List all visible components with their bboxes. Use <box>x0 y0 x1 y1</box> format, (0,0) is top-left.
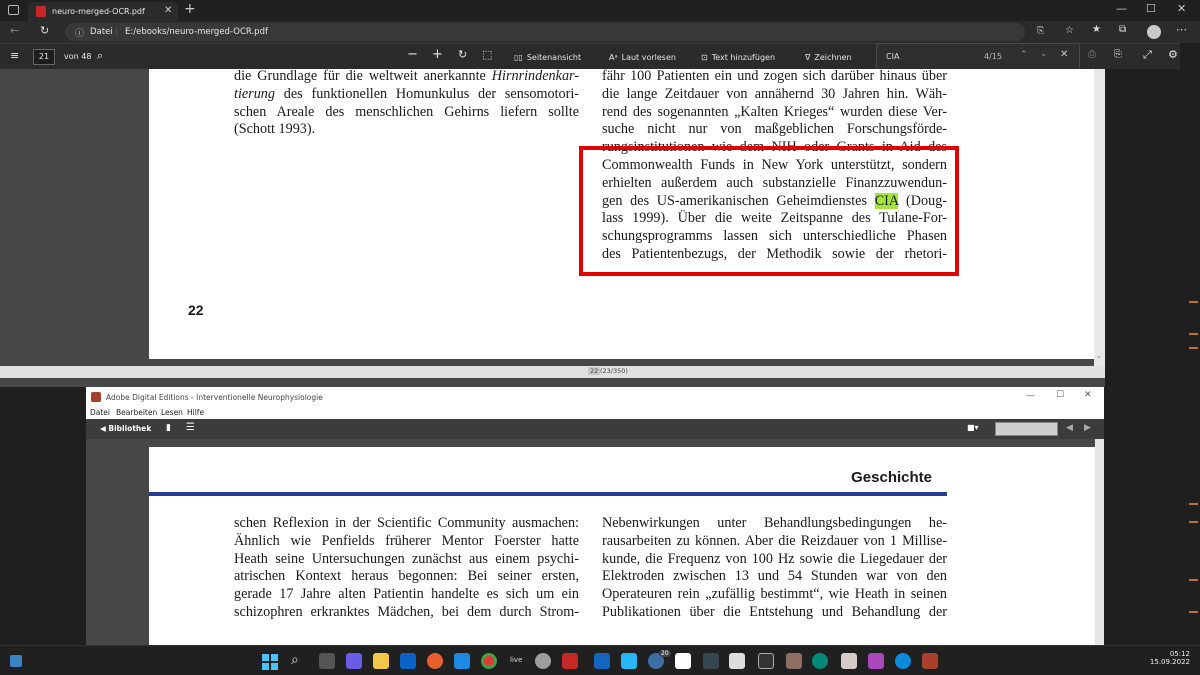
pdf-viewer <box>0 69 1105 387</box>
clock-date: 15.09.2022 <box>1149 658 1190 666</box>
app-icon[interactable] <box>729 653 745 669</box>
edge-marker <box>1189 521 1198 523</box>
add-text-button[interactable] <box>701 48 775 66</box>
maximize-icon[interactable]: ☐ <box>1146 2 1156 15</box>
address-prefix: Datei <box>90 27 113 37</box>
ade-app-icon <box>91 392 101 402</box>
ade-right-line: kunde, die Frequenz von 100 Hz sowie die Liegedauer der <box>602 550 947 567</box>
ade-menu-bar <box>86 407 1104 419</box>
pdf-right-line: suche nicht nur von maßgeblichen Forschungsförde- <box>602 121 947 138</box>
ade-close-icon[interactable]: ✕ <box>1084 390 1092 400</box>
rotate-icon[interactable]: ↻ <box>458 48 468 61</box>
browser-tab-bar <box>0 0 1200 21</box>
heading-rule <box>149 492 947 496</box>
pdf-left-line: des funktionellen Homunkulus der sensomotori- <box>283 85 579 102</box>
bookmark-icon[interactable]: ▮ <box>166 423 171 433</box>
find-panel <box>876 43 1080 70</box>
ade-left-line: gerade 17 Jahre alten Patientin handelte es sich um ein <box>234 586 579 603</box>
ade-right-line: Nebenwirkungen unter Behandlungsbedingungen he- <box>602 515 947 531</box>
ade-scrollbar[interactable] <box>1095 439 1104 645</box>
close-tab-icon[interactable]: ✕ <box>164 5 173 16</box>
edge-icon[interactable] <box>895 653 911 669</box>
page-total: von 48 <box>64 52 92 61</box>
ade-menu-bearbeiten[interactable]: Bearbeiten <box>116 408 158 417</box>
ade-right-line: rausarbeiten zu können. Aber die Reizdauer von 1 Millise- <box>602 532 947 549</box>
draw-label: Zeichnen <box>814 52 852 62</box>
draw-button[interactable] <box>805 48 852 66</box>
chrome-icon[interactable] <box>481 653 497 669</box>
notification-badge: 20 <box>661 650 669 657</box>
task-view-icon[interactable] <box>319 653 335 669</box>
pdf-right-line: des Patientenbezugs, der Methodik sowie der rhetori- <box>602 245 947 262</box>
read-aloud-icon: Aᵃ <box>609 52 618 62</box>
pdf-right-line: (Doug- <box>906 192 948 209</box>
clock-time: 05:12 <box>1169 650 1190 658</box>
favorites-icon[interactable]: ★ <box>1092 24 1101 35</box>
widgets-icon[interactable] <box>10 655 22 667</box>
ade-reading-area <box>86 439 1104 645</box>
page-view-label: Seitenansicht <box>526 52 582 62</box>
pdf-right-line: schungsprogramms lassen sich unterschiedliche Phasen <box>602 228 947 245</box>
ade-menu-lesen[interactable]: Lesen <box>161 408 183 417</box>
app-icon[interactable] <box>868 653 884 669</box>
ade-prev-icon[interactable]: ◀ <box>1066 423 1073 433</box>
edge-marker <box>1189 579 1198 581</box>
fullscreen-icon[interactable]: ⤢ <box>1143 48 1152 61</box>
minimize-icon[interactable]: — <box>1116 2 1127 15</box>
scroll-down-icon[interactable]: ⌄ <box>1096 352 1102 360</box>
pdf-left-line: schen Areale des menschlichen Gehirns liefern sollte <box>234 103 579 120</box>
profile-avatar[interactable] <box>1147 25 1161 39</box>
settings-gear-icon[interactable]: ⚙ <box>1168 48 1178 61</box>
ade-next-icon[interactable]: ▶ <box>1084 423 1091 433</box>
pdf-right-line: die lange Zeitdauer von annähernd 30 Jahren hin. Wäh- <box>602 85 947 102</box>
pdf-right-line: fähr 100 Patienten ein und zogen sich darüber hinaus über <box>602 69 947 84</box>
page-indicator <box>0 366 1105 378</box>
print-icon[interactable]: ⎘ <box>1114 49 1122 60</box>
ade-left-line: atrischen Kontext heraus begonnen: Bei seiner ersten, <box>234 568 579 585</box>
mail-icon[interactable] <box>621 653 637 669</box>
camera-icon[interactable] <box>535 653 551 669</box>
pdf-right-line: Commonwealth Funds in New York unterstützt, sondern <box>602 156 947 173</box>
address-bar-row <box>0 21 1200 43</box>
red-annotation-box <box>579 146 959 276</box>
pdf-scrollbar[interactable] <box>1094 69 1105 367</box>
page-view-button[interactable] <box>514 48 581 66</box>
pdf-page <box>149 69 1105 359</box>
ade-left-column <box>234 515 579 622</box>
font-size-icon[interactable]: ■▾ <box>967 423 979 432</box>
ade-left-line: Ähnlich wie Penfields früherer Mentor Foerster hatte <box>234 532 579 549</box>
find-close-icon[interactable]: ✕ <box>1060 49 1069 60</box>
close-window-icon[interactable]: ✕ <box>1177 2 1187 15</box>
edge-marker <box>1189 347 1198 349</box>
powershell-icon[interactable] <box>594 653 610 669</box>
ade-title: Adobe Digital Editions - Interventionelle Neurophysiologie <box>106 393 323 402</box>
app-icon[interactable] <box>812 653 828 669</box>
page-indicator-rest: (23/350) <box>600 367 628 375</box>
info-icon[interactable]: ⓘ <box>75 29 85 39</box>
address-path: E:/ebooks/neuro-merged-OCR.pdf <box>125 27 268 37</box>
app-icon[interactable] <box>703 653 719 669</box>
address-input[interactable]: ⓘ Datei | E:/ebooks/neuro-merged-OCR.pdf ⎘ ☆ <box>65 23 1025 41</box>
back-icon[interactable]: ← <box>10 24 20 37</box>
library-app-icon[interactable] <box>786 653 802 669</box>
tab-actions-icon[interactable] <box>8 5 19 15</box>
read-aloud-label: Laut vorlesen <box>621 52 676 62</box>
ade-left-line: schizophren erkranktes Mädchen, bei dem durch Strom- <box>234 603 579 620</box>
save-icon[interactable]: ⎙ <box>1088 49 1096 60</box>
find-next-icon[interactable]: ⌄ <box>1040 49 1048 59</box>
ade-left-line: Heath seine Untersuchungen zunächst aus einem psychi- <box>234 550 579 567</box>
pdf-right-line: erhielten außerdem auch substanzielle Finanzzuwendun- <box>602 174 947 191</box>
live-icon[interactable]: live <box>510 656 523 664</box>
search-highlight: CIA <box>874 192 899 209</box>
page-view-icon: ▯▯ <box>514 52 523 62</box>
ade-minimize-icon[interactable]: — <box>1026 391 1035 401</box>
ade-window <box>86 387 1104 645</box>
search-icon[interactable]: ⌕ <box>291 652 299 668</box>
pdf-left-line: die Grundlage für die weltweit anerkannte <box>234 69 486 84</box>
firefox-icon[interactable] <box>427 653 443 669</box>
adobe-digital-editions-icon[interactable] <box>922 653 938 669</box>
ade-left-line: schen Reflexion in der Scientific Community ausmachen: <box>234 515 579 531</box>
zoom-out-icon[interactable]: − <box>407 47 418 62</box>
add-text-icon: ⊡ <box>701 52 708 62</box>
find-input[interactable]: CIA <box>886 52 900 61</box>
pdf-right-line: rungsinstitutionen wie dem NIH oder Grants in Aid des <box>602 139 947 156</box>
new-tab-icon[interactable]: + <box>184 1 196 17</box>
ade-title-bar <box>86 387 1104 407</box>
edge-marker <box>1189 333 1198 335</box>
add-text-label: Text hinzufügen <box>711 52 776 62</box>
defender-icon[interactable] <box>400 653 416 669</box>
read-aloud-button[interactable] <box>609 48 676 66</box>
pdf-file-icon <box>36 6 46 17</box>
pdf-left-italic: tierung <box>234 85 275 102</box>
ade-toolbar <box>86 419 1104 439</box>
app-icon[interactable] <box>841 653 857 669</box>
pdf-left-line: (Schott 1993). <box>234 121 316 138</box>
pdf-right-line: rend des sogenannten „Kalten Krieges“ wurden diese Ver- <box>602 103 947 120</box>
library-button[interactable]: ◀ Bibliothek <box>100 424 152 433</box>
file-explorer-icon[interactable] <box>373 653 389 669</box>
more-options-icon[interactable]: ⋯ <box>1176 23 1187 36</box>
read-mode-icon[interactable]: ⎘ <box>1037 26 1045 36</box>
pdf-right-line: gen des US-amerikanischen Geheimdienstes <box>602 192 867 209</box>
ade-right-line: Operateuren rein „zufällig bestimmt“, wie Heath in seinen <box>602 586 947 603</box>
start-button[interactable] <box>262 654 278 670</box>
contents-list-icon[interactable]: ☰ <box>186 422 195 433</box>
page-indicator-box: 22 <box>590 367 599 375</box>
contents-icon[interactable]: ≡ <box>10 49 20 62</box>
background-strip <box>1180 43 1200 645</box>
pdf-left-italic: Hirnrindenkar- <box>491 69 579 84</box>
browser-tab[interactable] <box>28 2 178 21</box>
ade-right-line: Publikationen über die Entstehung und Behandlung der <box>602 603 947 620</box>
page-number-input[interactable]: 21 <box>33 49 55 65</box>
news-app-icon[interactable] <box>675 653 691 669</box>
refresh-icon[interactable]: ↻ <box>40 24 50 37</box>
ade-page <box>149 447 1095 645</box>
draw-icon: ∇ <box>805 52 811 62</box>
ade-menu-hilfe[interactable]: Hilfe <box>187 408 205 417</box>
edge-marker <box>1189 301 1198 303</box>
section-heading: Geschichte <box>851 469 932 486</box>
edge-marker <box>1189 611 1198 613</box>
ade-search-input[interactable] <box>995 422 1058 436</box>
tab-title: neuro-merged-OCR.pdf <box>52 7 145 16</box>
clock[interactable] <box>1140 650 1190 666</box>
edge-marker <box>1189 503 1198 505</box>
ade-menu-datei[interactable]: Datei <box>90 408 111 417</box>
chat-icon[interactable] <box>454 653 470 669</box>
ade-right-column <box>602 515 947 622</box>
pdf-app-icon[interactable] <box>562 653 578 669</box>
taskbar <box>0 645 1200 675</box>
find-prev-icon[interactable]: ⌃ <box>1020 50 1028 60</box>
terminal-icon[interactable] <box>758 653 774 669</box>
ade-right-line: Elektroden zwischen 13 und 54 Stunden war von den <box>602 568 947 585</box>
teams-icon[interactable] <box>346 653 362 669</box>
ade-maximize-icon[interactable]: ☐ <box>1056 390 1065 400</box>
favorite-add-icon[interactable]: ☆ <box>1065 25 1074 36</box>
pdf-left-column <box>234 69 579 139</box>
find-count: 4/15 <box>984 52 1002 61</box>
page-number: 22 <box>188 302 204 318</box>
zoom-in-icon[interactable]: + <box>432 47 443 62</box>
collections-icon[interactable]: ⧉ <box>1119 24 1127 35</box>
pdf-right-line: lass 1999). Über die weite Zeitspanne des Tulane-For- <box>602 210 947 227</box>
fit-page-icon[interactable]: ⬚ <box>482 48 493 61</box>
search-icon[interactable]: ⌕ <box>97 49 104 62</box>
